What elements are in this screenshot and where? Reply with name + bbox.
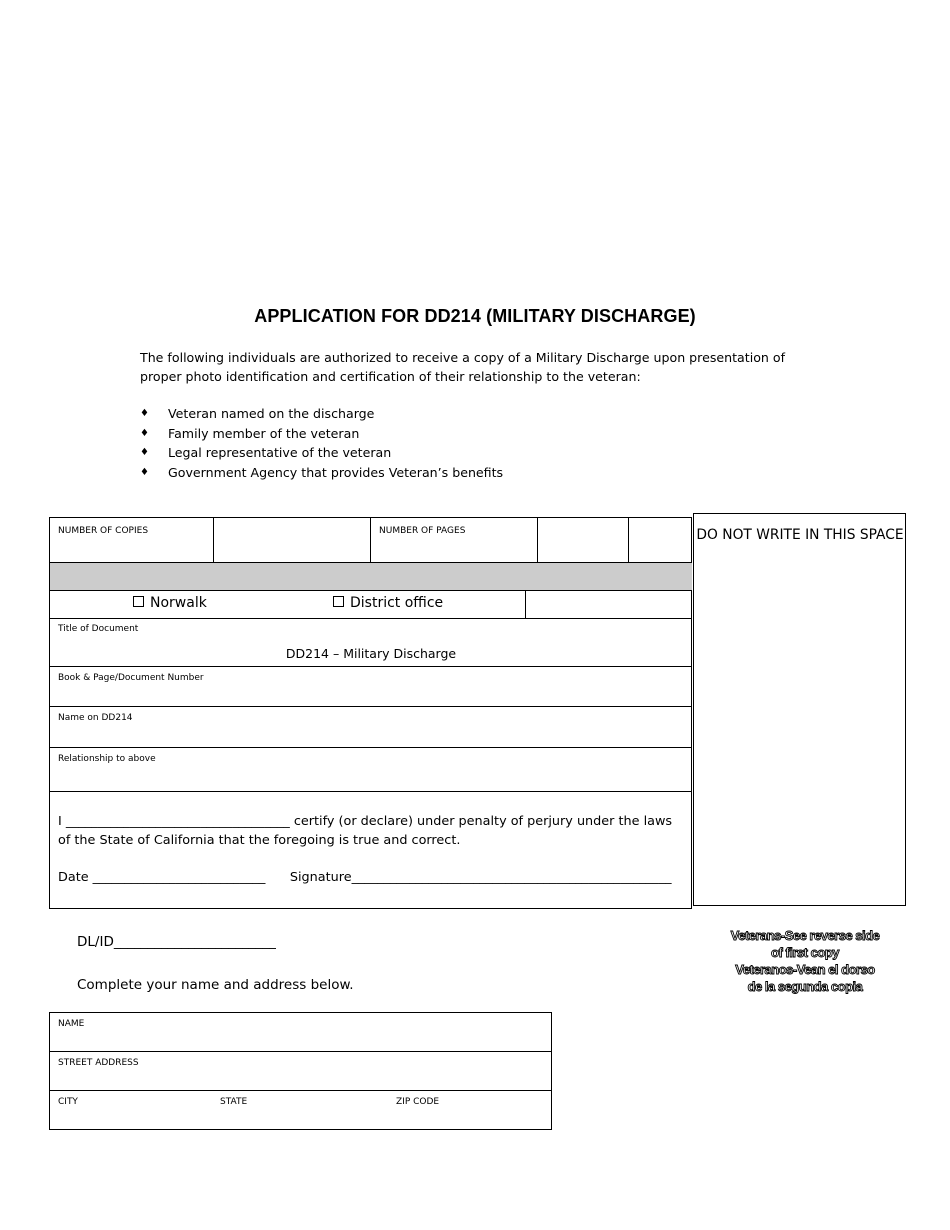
page-title: APPLICATION FOR DD214 (MILITARY DISCHARGE)	[254, 306, 696, 326]
do-not-write-label: DO NOT WRITE IN THIS SPACE	[696, 527, 904, 543]
checkbox-icon[interactable]	[333, 596, 344, 607]
diamond-bullet-icon: ♦	[140, 466, 149, 478]
intro-paragraph: The following individuals are authorized to receive a copy of a Military Discharge upon presentation of proper photo identification and certification of their relationship to the veteran:	[140, 350, 786, 384]
veterans-note: Veterans-See reverse side of first copy Veteranos-Vean el dorso de la segunda copia	[730, 928, 880, 994]
book-page-field[interactable]	[50, 688, 692, 706]
name-label: NAME	[58, 1019, 85, 1029]
book-page-label: Book & Page/Document Number	[58, 673, 204, 683]
complete-instruction: Complete your name and address below.	[77, 977, 354, 993]
city-label: CITY	[58, 1097, 78, 1107]
list-item: ♦ Veteran named on the discharge	[140, 404, 503, 424]
list-item: ♦ Government Agency that provides Veteran’s benefits	[140, 463, 503, 483]
city-state-zip-field[interactable]	[50, 1109, 552, 1129]
date-field[interactable]: Date ___________________________	[58, 870, 266, 885]
gray-separator-band	[50, 563, 692, 590]
address-form	[49, 1012, 552, 1130]
list-item: ♦ Family member of the veteran	[140, 424, 503, 444]
relationship-field[interactable]	[50, 769, 692, 791]
date-signature-line	[58, 870, 672, 885]
name-on-dd214-field[interactable]	[50, 728, 692, 746]
dl-id-field[interactable]: DL/ID________________________	[77, 934, 276, 950]
name-field[interactable]	[50, 1031, 552, 1051]
street-address-field[interactable]	[50, 1070, 552, 1090]
diamond-bullet-icon: ♦	[140, 447, 149, 458]
zip-code-label: ZIP CODE	[396, 1097, 440, 1107]
checkbox-icon[interactable]	[133, 596, 144, 607]
diamond-bullet-icon: ♦	[140, 427, 149, 439]
norwalk-option[interactable]: Norwalk	[133, 595, 207, 611]
name-on-dd214-label: Name on DD214	[58, 713, 133, 723]
title-of-document-value: DD214 – Military Discharge	[285, 646, 457, 661]
title-of-document-label: Title of Document	[58, 624, 139, 634]
number-of-copies-label: NUMBER OF COPIES	[58, 526, 149, 536]
district-office-option[interactable]: District office	[333, 595, 443, 611]
number-of-pages-label: NUMBER OF PAGES	[379, 526, 466, 536]
extra-field[interactable]	[629, 518, 692, 562]
street-address-label: STREET ADDRESS	[58, 1058, 139, 1068]
authorized-list	[140, 404, 503, 482]
request-form	[49, 517, 692, 909]
office-use-box	[693, 513, 906, 906]
diamond-bullet-icon: ♦	[140, 408, 149, 419]
state-label: STATE	[220, 1097, 248, 1107]
signature-field[interactable]: Signature__________________________________________________	[289, 870, 672, 885]
number-of-pages-field[interactable]	[538, 518, 628, 562]
list-item: ♦ Legal representative of the veteran	[140, 443, 503, 463]
certification-text: I ___________________________________ certify (or declare) under penalty of perjury under the laws of the State of California that the foregoing is true and correct.	[58, 814, 673, 848]
number-of-copies-field[interactable]	[214, 518, 370, 562]
relationship-label: Relationship to above	[58, 754, 156, 764]
